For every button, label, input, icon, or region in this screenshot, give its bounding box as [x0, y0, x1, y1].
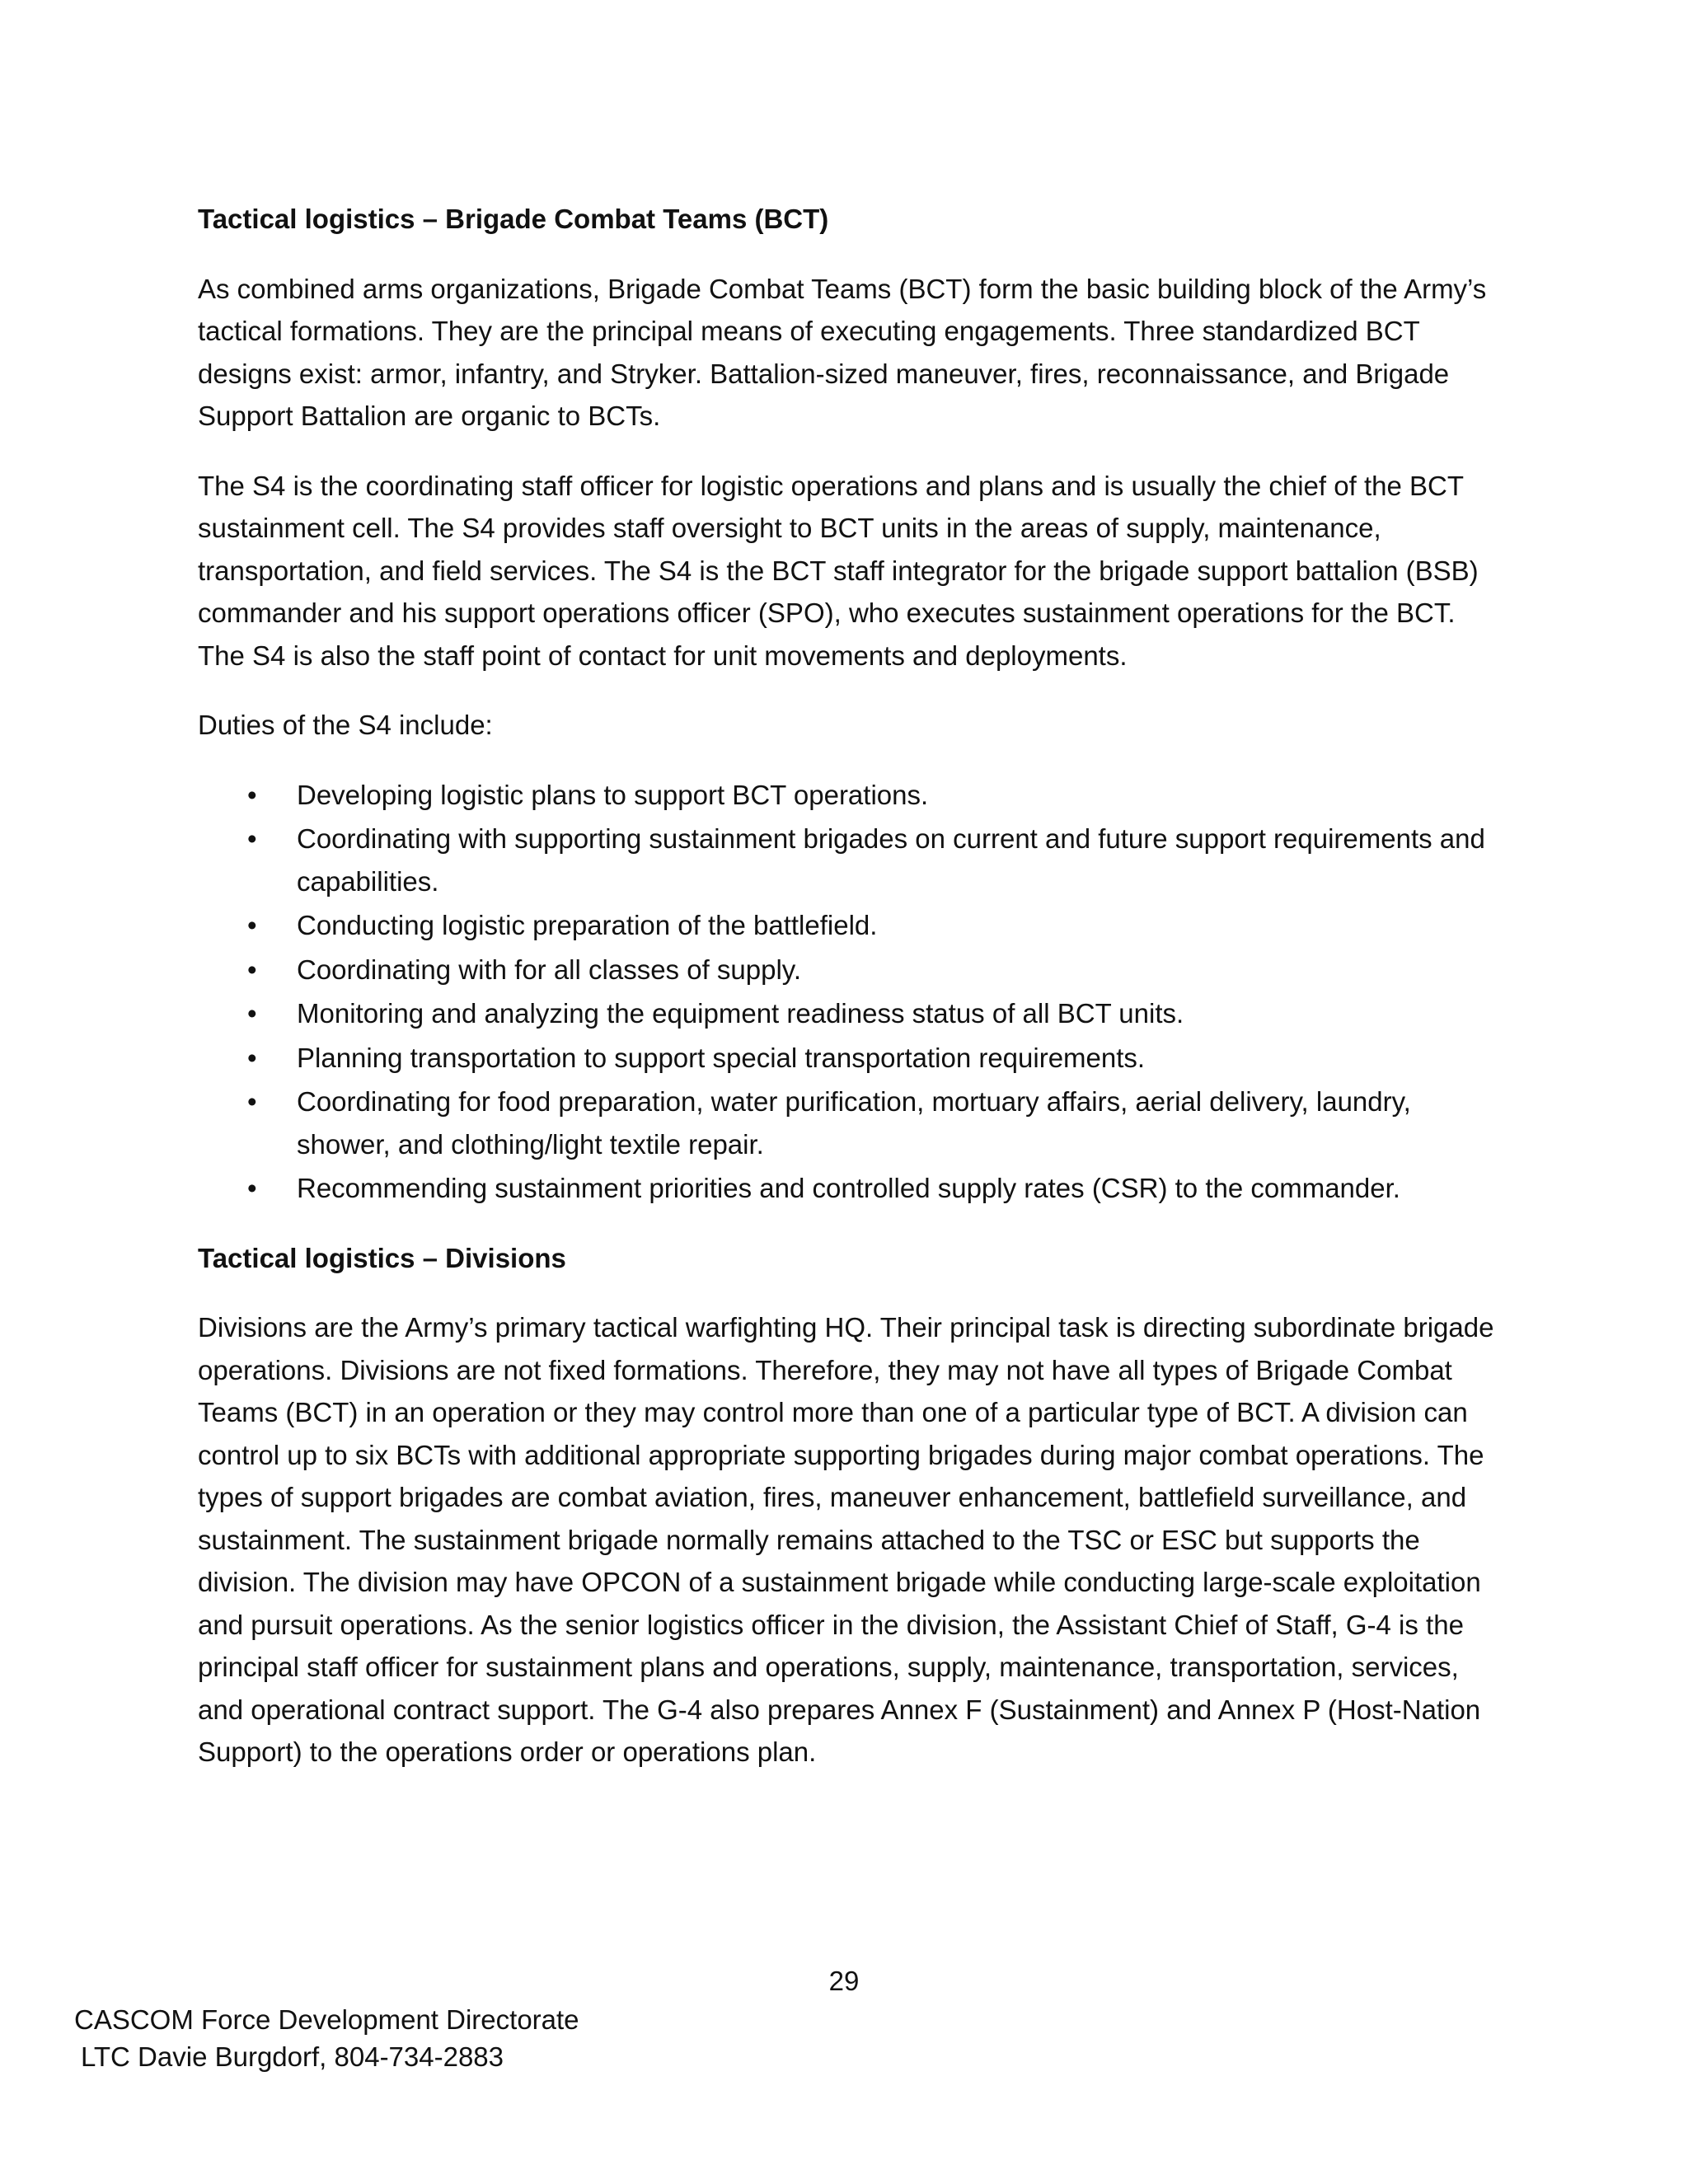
page-content: [198, 198, 1500, 1801]
paragraph-bct-intro: As combined arms organizations, Brigade Combat Teams (BCT) form the basic building block of the Army’s tactical formations. They are the principal means of executing engagements. Three standardized BCT designs exist: armor, infantry, and Stryker. Battalion-sized maneuver, fires, reconnaissance, and Brigade Support Battalion are organic to BCTs.: [198, 273, 1487, 431]
list-item: [198, 992, 1500, 1035]
paragraph-s4-role: The S4 is the coordinating staff officer for logistic operations and plans and is usually the chief of the BCT sustainment cell. The S4 provides staff oversight to BCT units in the areas of supply, maintenance, transportation, and field services. The S4 is the BCT staff integrator for the brigade support battalion (BSB) commander and his support operations officer (SPO), who executes sustainment operations for the BCT. The S4 is also the staff point of contact for unit movements and deployments.: [198, 470, 1479, 671]
footer: [74, 2001, 579, 2075]
list-item-text: Coordinating for food preparation, water purification, mortuary affairs, aerial delivery, laundry, shower, and clothing/light textile repair.: [297, 1086, 1411, 1160]
list-item-text: Coordinating with supporting sustainment brigades on current and future support requirements and capabilities.: [297, 823, 1485, 897]
bullet-icon: •: [247, 1173, 257, 1203]
footer-contact: LTC Davie Burgdorf, 804-734-2883: [81, 2041, 504, 2072]
bullet-icon: •: [247, 779, 257, 810]
bullet-icon: •: [247, 910, 257, 940]
list-item-text: Planning transportation to support special transportation requirements.: [297, 1042, 1146, 1073]
list-item: [198, 1037, 1500, 1080]
footer-organization: CASCOM Force Development Directorate: [74, 2004, 579, 2035]
page-number: 29: [828, 1966, 860, 1996]
list-item: [198, 904, 1500, 947]
section-heading-bct: Tactical logistics – Brigade Combat Teams (BCT): [198, 204, 829, 234]
list-item-text: Developing logistic plans to support BCT operations.: [297, 779, 929, 810]
bullet-icon: •: [247, 1086, 257, 1117]
bullet-icon: •: [247, 954, 257, 985]
bullet-icon: •: [247, 823, 257, 854]
bullet-icon: •: [247, 1042, 257, 1073]
bullet-icon: •: [247, 998, 257, 1029]
list-item-text: Coordinating with for all classes of supply.: [297, 954, 802, 985]
list-item: [198, 1167, 1500, 1210]
list-item: [198, 774, 1500, 817]
list-item-text: Conducting logistic preparation of the battlefield.: [297, 910, 878, 940]
s4-duties-list: [198, 774, 1500, 1210]
section-heading-divisions: Tactical logistics – Divisions: [198, 1242, 566, 1273]
list-item: [198, 949, 1500, 991]
paragraph-s4-duties-intro: Duties of the S4 include:: [198, 710, 493, 740]
list-item: [198, 818, 1500, 902]
list-item-text: Monitoring and analyzing the equipment readiness status of all BCT units.: [297, 998, 1184, 1029]
paragraph-divisions: Divisions are the Army’s primary tactical warfighting HQ. Their principal task is directing subordinate brigade operations. Divisions are not fixed formations. Therefore, they may not have all types of Brigade Combat Teams (BCT) in an operation or they may control more than one of a particular type of BCT. A division can control up to six BCTs with additional appropriate supporting brigades during major combat operations. The types of support brigades are combat aviation, fires, maneuver enhancement, battlefield surveillance, and sustainment. The sustainment brigade normally remains attached to the TSC or ESC but supports the division. The division may have OPCON of a sustainment brigade while conducting large-scale exploitation and pursuit operations. As the senior logistics officer in the division, the Assistant Chief of Staff, G-4 is the principal staff officer for sustainment plans and operations, supply, maintenance, transportation, services, and operational contract support. The G-4 also prepares Annex F (Sustainment) and Annex P (Host-Nation Support) to the operations order or operations plan.: [198, 1312, 1494, 1767]
list-item: [198, 1080, 1500, 1165]
list-item-text: Recommending sustainment priorities and controlled supply rates (CSR) to the commander.: [297, 1173, 1400, 1203]
